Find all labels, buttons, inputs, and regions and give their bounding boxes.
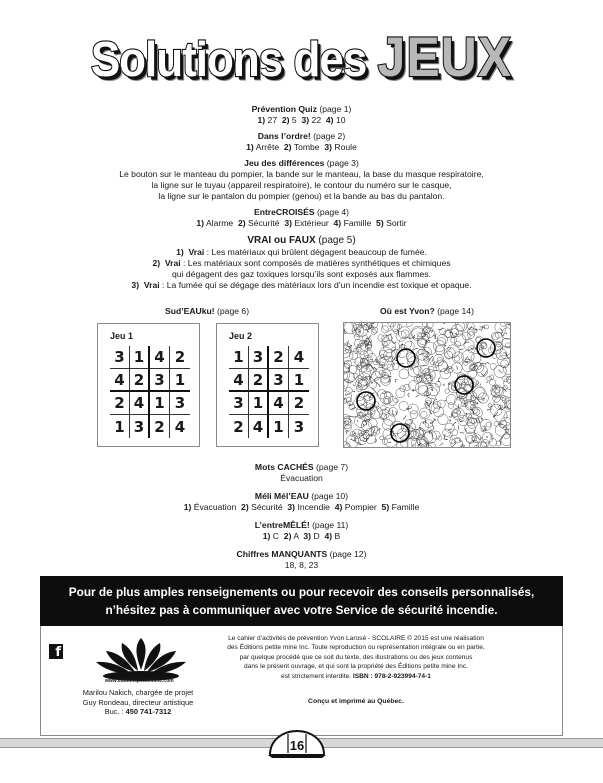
section-line: 18, 8, 23 [284, 560, 319, 570]
sudoku-cell: 4 [110, 369, 130, 392]
sudoku-cell: 2 [150, 415, 170, 438]
logo-url[interactable]: www.editionspetitemine.com [105, 678, 174, 684]
sudoku-cell: 2 [130, 369, 150, 392]
sudoku-cell: 4 [249, 415, 269, 438]
section-heading: Chiffres MANQUANTS (page 12) [236, 549, 367, 559]
title-part-2: JEUX [377, 25, 513, 89]
section-line: la ligne sur le tuyau (appareil respiratoire), le contour du numéro sur le casque, [151, 180, 452, 190]
section-line: Évacuation [280, 473, 323, 483]
section-heading: Méli Mél’EAU (page 10) [254, 491, 349, 501]
top-section-2 [0, 131, 603, 153]
solutions-bottom-list [0, 462, 603, 578]
sudoku-cell: 1 [269, 415, 289, 438]
section-heading: VRAI ou FAUX (page 5) [247, 235, 356, 246]
section-heading: Jeu des différences (page 3) [244, 158, 359, 168]
sudoku-game-2 [216, 323, 319, 447]
section-line: 3) Vrai : La fumée qui se dégage des matériaux lors d’un incendie est toxique et opaque. [131, 280, 472, 290]
sudoku-cell: 3 [229, 392, 249, 415]
section-line: Le bouton sur le manteau du pompier, la bande sur le manteau, la base du masque respiratoire, [119, 169, 484, 179]
section-heading: Mots CACHÉS (page 7) [254, 462, 349, 472]
page-title-wrap [0, 25, 603, 89]
printed-in-quebec: Conçu et imprimé au Québec. [308, 698, 404, 705]
sudoku-cell: 2 [269, 346, 289, 369]
sudoku-cell: 2 [289, 392, 309, 415]
section-heading: EntreCROISÉS (page 4) [253, 207, 350, 217]
top-section-4 [0, 207, 603, 229]
sudoku-cell: 4 [269, 392, 289, 415]
section-heading: Dans l’ordre! (page 2) [257, 131, 346, 141]
top-section-1 [0, 104, 603, 126]
info-banner [40, 576, 563, 626]
sudoku-cell: 1 [130, 346, 150, 369]
sudoku-cell: 3 [170, 392, 190, 415]
legal-line: est strictement interdite. ISBN : 978-2-923994-74-1 [281, 672, 431, 680]
title-part-1: Solutions des [90, 32, 378, 88]
sudoku-cell: 3 [130, 415, 150, 438]
page-number: 16 [289, 738, 305, 753]
sudoku-cell: 4 [174, 417, 186, 436]
section-line: 2) Vrai : Les matériaux sont composés de matières synthétiques et chimiques [152, 258, 451, 268]
section-heading: Prévention Quiz (page 1) [251, 104, 352, 114]
bottom-section-1 [0, 462, 603, 484]
sudoku-cell: 3 [293, 417, 305, 436]
sudoku-cell: 1 [249, 392, 269, 415]
footer [40, 626, 563, 736]
sudoku-cell: 1 [289, 369, 309, 392]
section-line: qui dégagent des gaz toxiques lorsqu’ils sont exposés aux flammes. [172, 269, 431, 279]
credit-line: Marilou Nakich, chargée de projet [82, 688, 194, 697]
yvon-found-circle [397, 349, 415, 367]
sudoku-cell: 1 [150, 392, 170, 415]
sudoku-game-1-title: Jeu 1 [110, 331, 134, 341]
sudoku-cell: 2 [249, 369, 269, 392]
banner-line-1: Pour de plus amples renseignements ou pour recevoir des conseils personnalisés, [68, 585, 535, 599]
section-line: la ligne sur le pantalon du pompier (genou) et la bande au bas du pantalon. [158, 191, 445, 201]
sudoku-cell: 1 [110, 415, 130, 438]
sudoku-cell: 3 [269, 369, 289, 392]
sudoku-heading: Sud’EAUku! (page 6) [165, 306, 250, 316]
sudoku-cell: 4 [150, 346, 170, 369]
page-title [91, 25, 512, 90]
section-line: 1) 27 2) 5 3) 22 4) 10 [257, 115, 346, 125]
sudoku-cell: 4 [130, 392, 150, 415]
legal-line: des Éditions petite mine Inc. Toute reproduction ou représentation intégrale ou en partie, [227, 644, 485, 652]
section-line: 1) Vrai : Les matériaux qui brûlent dégagent beaucoup de fumée. [176, 247, 427, 257]
legal-notice [186, 634, 526, 681]
solutions-top-list [0, 104, 603, 296]
banner-line-2: n’hésitez pas à communiquer avec votre Service de sécurité incendie. [105, 603, 498, 617]
editions-petite-mine-logo [86, 636, 196, 681]
legal-line: dans le présent ouvrage, et qui sont la propriété des Éditions petite mine Inc. [244, 663, 468, 671]
crowd-illustration [344, 323, 511, 448]
top-section-3 [0, 158, 603, 202]
sudoku-cell: 2 [170, 346, 190, 369]
sudoku-cell: 3 [110, 346, 130, 369]
sudoku-game-2-title: Jeu 2 [229, 331, 253, 341]
legal-line: Le cahier d’activités de prévention Yvon Larosé - SCOLAIRE © 2015 est une réalisation [228, 635, 484, 642]
sudoku-cell: 3 [150, 369, 170, 392]
sudoku-game-1 [97, 323, 200, 447]
sudoku-cell: 4 [229, 369, 249, 392]
sudoku-cell: 4 [289, 346, 309, 369]
sudoku-cell: 1 [229, 346, 249, 369]
top-section-5 [0, 234, 603, 291]
section-line: 1) Évacuation 2) Sécurité 3) Incendie 4) Pompier 5) Famille [183, 502, 420, 512]
sudoku-cell: 1 [170, 369, 190, 392]
credit-line: Buc. : 450 741-7312 [104, 707, 172, 716]
sudoku-cell: 3 [249, 346, 269, 369]
bottom-section-2 [0, 491, 603, 513]
legal-line: par quelque procédé que ce soit du texte, des illustrations ou des jeux contenus [239, 653, 473, 661]
section-line: 1) C 2) A 3) D 4) B [262, 531, 341, 541]
credit-line: Guy Rondeau, directeur artistique [82, 697, 194, 707]
sudoku-cell: 2 [229, 415, 249, 438]
facebook-icon[interactable]: f [49, 644, 63, 659]
section-heading: L’entreMÊLÉ! (page 11) [254, 520, 349, 530]
yvon-heading: Où est Yvon? (page 14) [380, 306, 474, 316]
section-line: 1) Arrête 2) Tombe 3) Roule [246, 142, 357, 152]
sudoku-cell: 2 [110, 392, 130, 415]
ou-est-yvon-image [343, 322, 511, 448]
sudoku-grid-1 [110, 346, 190, 438]
section-line: 1) Alarme 2) Sécurité 3) Extérieur 4) Famille 5) Sortir [196, 218, 407, 228]
sudoku-grid-2 [229, 346, 309, 438]
bottom-section-3 [0, 520, 603, 542]
bottom-section-4 [0, 549, 603, 571]
page-number-helmet [266, 729, 328, 759]
